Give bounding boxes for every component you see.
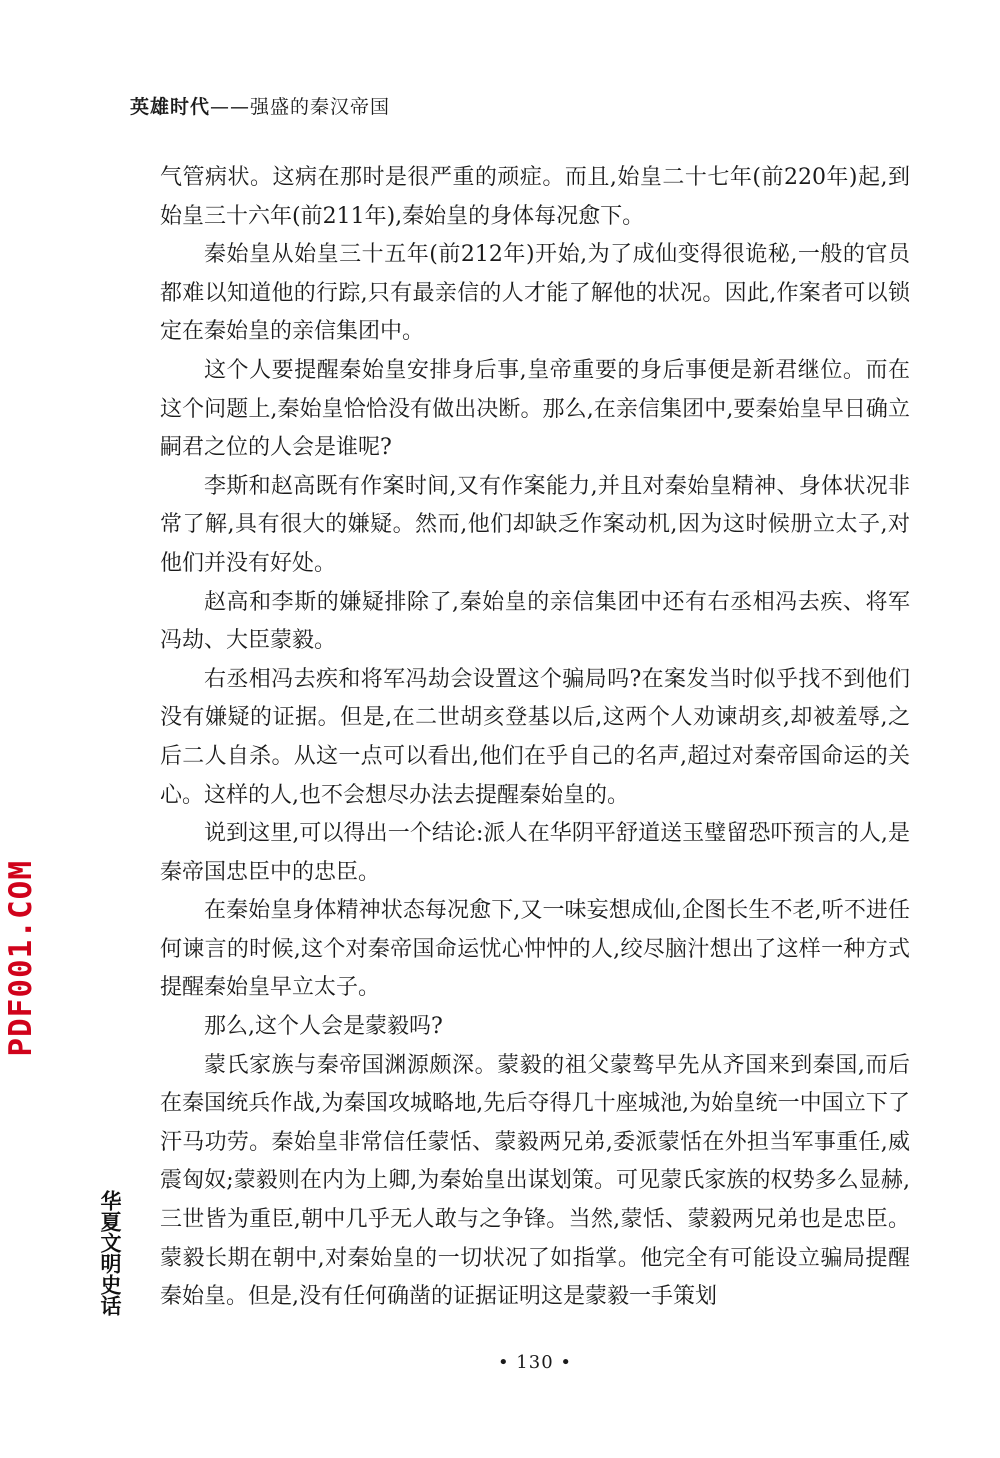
paragraph: 秦始皇从始皇三十五年(前212年)开始,为了成仙变得很诡秘,一般的官员都难以知道他的行踪,只有最亲信的人才能了解他的状况。因此,作案者可以锁定在秦始皇的亲信集团中。: [160, 242, 910, 345]
paragraph: 在秦始皇身体精神状态每况愈下,又一味妄想成仙,企图长生不老,听不进任何谏言的时候,这个对秦帝国命运忧心忡忡的人,绞尽脑汁想出了这样一种方式提醒秦始皇早立太子。: [160, 898, 910, 1001]
paragraph: 赵高和李斯的嫌疑排除了,秦始皇的亲信集团中还有右丞相冯去疾、将军冯劫、大臣蒙毅。: [160, 589, 910, 654]
header-separator: ——: [210, 96, 251, 118]
watermark: PDF001.COM: [3, 860, 39, 1057]
page-number: • 130 •: [497, 1352, 573, 1373]
paragraph: 李斯和赵高既有作案时间,又有作案能力,并且对秦始皇精神、身体状况非常了解,具有很大的嫌疑。然而,他们却缺乏作案动机,因为这时候册立太子,对他们并没有好处。: [160, 473, 910, 576]
paragraph: 那么,这个人会是蒙毅吗?: [204, 1014, 443, 1040]
paragraph: 这个人要提醒秦始皇安排身后事,皇帝重要的身后事便是新君继位。而在这个问题上,秦始皇恰恰没有做出决断。那么,在亲信集团中,要秦始皇早日确立嗣君之位的人会是谁呢?: [160, 357, 910, 461]
paragraph-continuation: 气管病状。这病在那时是很严重的顽症。而且,始皇二十七年(前220年)起,到始皇三十六年(前211年),秦始皇的身体每况愈下。: [160, 165, 910, 229]
body-text: [160, 159, 910, 1317]
paragraph: 右丞相冯去疾和将军冯劫会设置这个骗局吗?在案发当时似乎找不到他们没有嫌疑的证据。但是,在二世胡亥登基以后,这两个人劝谏胡亥,却被羞辱,之后二人自杀。从这一点可以看出,他们在乎自己的名声,超过对秦帝国命运的关心。这样的人,也不会想尽办法去提醒秦始皇的。: [160, 666, 910, 808]
book-title: 英雄时代: [130, 96, 211, 118]
paragraph: 蒙氏家族与秦帝国渊源颇深。蒙毅的祖父蒙骜早先从齐国来到秦国,而后在秦国统兵作战,为秦国攻城略地,先后夺得几十座城池,为始皇统一中国立下了汗马功劳。秦始皇非常信任蒙恬、蒙毅两兄弟,委派蒙恬在外担当军事重任,威震匈奴;蒙毅则在内为上卿,为秦始皇出谋划策。可见蒙氏家族的权势多么显赫,三世皆为重臣,朝中几乎无人敢与之争锋。当然,蒙恬、蒙毅两兄弟也是忠臣。蒙毅长期在朝中,对秦始皇的一切状况了如指掌。他完全有可能设立骗局提醒秦始皇。但是,没有任何确凿的证据证明这是蒙毅一手策划: [160, 1052, 910, 1310]
series-title: 华夏文明史话: [98, 1190, 122, 1316]
paragraph: 说到这里,可以得出一个结论:派人在华阴平舒道送玉璧留恐吓预言的人,是秦帝国忠臣中的忠臣。: [160, 821, 910, 885]
running-header: [130, 92, 390, 119]
volume-title: 强盛的秦汉帝国: [250, 96, 391, 118]
